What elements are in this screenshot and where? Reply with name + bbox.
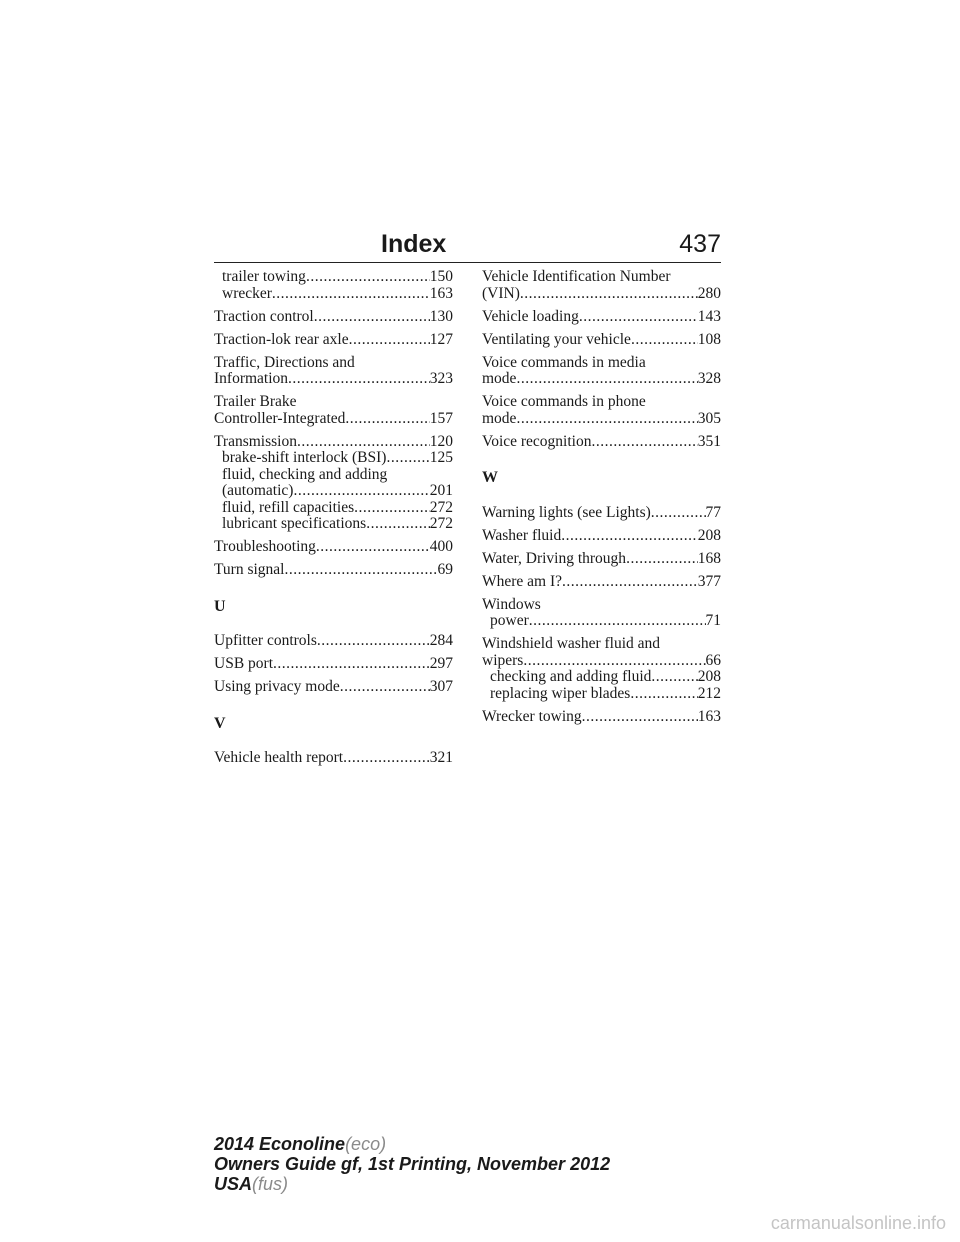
dot-leader: [516, 371, 697, 388]
dot-leader: [272, 286, 430, 303]
footer-market-line: [214, 1174, 610, 1194]
index-entry-text: Upfitter controls: [214, 632, 317, 649]
index-subentry: [214, 269, 453, 286]
index-entry: [482, 528, 721, 545]
index-entry: [214, 411, 453, 428]
footer-model-code: (eco): [345, 1134, 387, 1154]
index-entry: [482, 551, 721, 568]
index-page-ref: 280: [697, 284, 721, 302]
index-entry: [214, 679, 453, 696]
index-entry-text: lubricant specifications: [222, 515, 367, 532]
index-page-ref: 307: [429, 678, 453, 695]
index-page-ref: 400: [429, 538, 453, 555]
dot-leader: [354, 500, 430, 517]
index-subentry: [214, 500, 453, 517]
index-page-ref: 69: [437, 561, 453, 578]
index-entry-text: Information: [214, 370, 289, 387]
index-entry: [214, 633, 453, 650]
index-entry-text: wrecker: [222, 284, 272, 302]
index-page-ref: 351: [697, 432, 721, 450]
footer-model-line: [214, 1134, 610, 1154]
index-page-ref: 163: [429, 284, 453, 302]
index-entry-line: Voice commands in media: [482, 353, 646, 371]
dot-leader: [306, 269, 430, 286]
index-entry-line: Traffic, Directions and: [214, 353, 355, 371]
index-entry: [214, 434, 453, 451]
index-entry: [482, 332, 721, 349]
index-page-ref: 328: [697, 370, 721, 387]
index-letter-heading: W: [482, 469, 498, 486]
index-page-ref: 77: [705, 503, 721, 521]
dot-leader: [520, 286, 698, 303]
index-entry: [214, 562, 453, 579]
dot-leader: [343, 750, 430, 767]
dot-leader: [561, 528, 698, 545]
index-entry-text: fluid, refill capacities: [222, 498, 355, 516]
document-footer: [214, 1134, 610, 1194]
index-page-ref: 108: [697, 330, 721, 348]
footer-market: USA: [214, 1174, 253, 1194]
index-letter-heading: U: [214, 597, 226, 615]
index-entry-text: Warning lights (see Lights): [482, 503, 651, 521]
index-entry-text: Where am I?: [482, 572, 563, 590]
dot-leader: [293, 483, 429, 500]
index-page-ref: 127: [429, 330, 453, 348]
index-entry-line: Trailer Brake: [214, 393, 297, 410]
index-subentry: [482, 613, 721, 630]
index-subentry: [482, 669, 721, 686]
watermark: carmanualsonline.info: [770, 1213, 946, 1233]
index-entry: [214, 750, 453, 767]
index-entry-line: Windshield washer fluid and: [482, 635, 661, 652]
index-page-ref: 321: [429, 749, 453, 766]
index-entry: [482, 574, 721, 591]
index-entry-text: Traction-lok rear axle: [214, 330, 349, 348]
index-page-ref: 284: [429, 632, 453, 649]
index-entry: [482, 371, 721, 388]
index-page-ref: 157: [429, 409, 453, 427]
index-entry: [214, 539, 453, 556]
index-entry-text: (automatic): [222, 482, 294, 499]
dot-leader: [630, 686, 697, 703]
index-subentry: [214, 483, 453, 500]
dot-leader: [340, 679, 430, 696]
dot-leader: [317, 633, 430, 650]
index-subentry: [214, 286, 453, 303]
index-page-ref: 163: [697, 707, 721, 725]
dot-leader: [523, 653, 705, 670]
index-page-ref: 168: [697, 549, 721, 567]
index-entry-text: USB port: [214, 655, 273, 672]
index-entry: [482, 653, 721, 670]
index-page-ref: 208: [697, 668, 721, 685]
index-entry-text: replacing wiper blades: [490, 684, 631, 702]
index-page-ref: 66: [705, 651, 721, 669]
index-page-ref: 323: [429, 370, 453, 387]
index-letter-heading: V: [214, 714, 226, 732]
dot-leader: [591, 434, 697, 451]
index-page-ref: 71: [705, 612, 721, 629]
dot-leader: [386, 450, 429, 467]
index-entry-text: brake-shift interlock (BSI): [222, 449, 387, 466]
dot-leader: [582, 709, 698, 726]
index-entry-text: checking and adding fluid: [490, 668, 652, 685]
dot-leader: [314, 309, 430, 326]
index-entry: [482, 309, 721, 326]
index-entry: [214, 371, 453, 388]
index-entry-text: Vehicle loading: [482, 307, 579, 325]
index-entry: [214, 309, 453, 326]
index-page-ref: 377: [697, 572, 721, 590]
index-entry-text: wipers: [482, 651, 524, 669]
index-entry-text: trailer towing: [222, 268, 306, 285]
footer-guide-info: Owners Guide gf, 1st Printing, November 2012: [214, 1154, 611, 1174]
index-page-ref: 125: [429, 449, 453, 466]
index-entry-text: Transmission: [214, 432, 297, 450]
index-entry-text: mode: [482, 409, 517, 427]
index-page-ref: 212: [697, 684, 721, 702]
index-page-ref: 297: [429, 655, 453, 672]
index-entry: [482, 286, 721, 303]
index-entry: [482, 411, 721, 428]
index-entry-text: Voice recognition: [482, 432, 592, 450]
index-entry-text: Traction control: [214, 307, 314, 325]
index-entry-text: Wrecker towing: [482, 707, 582, 725]
index-page-ref: 208: [697, 526, 721, 544]
index-subentry: [214, 516, 453, 533]
index-entry: [482, 709, 721, 726]
footer-market-code: (fus): [252, 1174, 289, 1194]
dot-leader: [626, 551, 698, 568]
index-page-ref: 150: [429, 268, 453, 285]
dot-leader: [562, 574, 698, 591]
index-page-ref: 272: [429, 515, 453, 532]
index-entry-text: Vehicle health report: [214, 749, 344, 766]
index-entry-text: Water, Driving through: [482, 549, 627, 567]
dot-leader: [284, 562, 437, 579]
index-page-ref: 143: [697, 307, 721, 325]
index-subentry: [214, 450, 453, 467]
index-entry-line: Voice commands in phone: [482, 393, 646, 410]
index-entry-line: Vehicle Identification Number: [482, 268, 671, 285]
footer-model: 2014 Econoline: [214, 1134, 346, 1154]
dot-leader: [631, 332, 698, 349]
index-entry: [214, 332, 453, 349]
dot-leader: [579, 309, 698, 326]
index-page-ref: 201: [429, 482, 453, 499]
index-entry-text: Controller-Integrated: [214, 409, 346, 427]
index-entry: [482, 434, 721, 451]
dot-leader: [529, 613, 706, 630]
index-entry-text: Washer fluid: [482, 526, 562, 544]
index-entry: [214, 656, 453, 673]
index-entry-text: Ventilating your vehicle: [482, 330, 631, 348]
index-entry-text: mode: [482, 370, 517, 387]
dot-leader: [516, 411, 697, 428]
index-entry-text: power: [490, 612, 529, 629]
dot-leader: [651, 669, 697, 686]
page-number: 437: [679, 230, 721, 258]
dot-leader: [316, 539, 430, 556]
dot-leader: [288, 371, 430, 388]
dot-leader: [345, 411, 429, 428]
dot-leader: [366, 516, 430, 533]
index-page-ref: 130: [429, 307, 453, 325]
dot-leader: [297, 434, 430, 451]
index-page-ref: 272: [429, 498, 453, 516]
index-column-left: [214, 269, 453, 767]
index-column-right: [482, 269, 721, 725]
index-entry: [482, 505, 721, 522]
page-title: Index: [381, 230, 447, 258]
index-page-ref: 305: [697, 409, 721, 427]
index-page-ref: 120: [429, 432, 453, 450]
dot-leader: [349, 332, 430, 349]
index-subentry: [482, 686, 721, 703]
page-header: [214, 228, 721, 263]
dot-leader: [273, 656, 430, 673]
index-entry-line: fluid, checking and adding: [222, 465, 388, 483]
index-entry-text: Troubleshooting: [214, 538, 316, 555]
index-entry-text: (VIN): [482, 284, 520, 302]
index-entry-text: Turn signal: [214, 561, 285, 578]
dot-leader: [651, 505, 706, 522]
index-entry-line: Windows: [482, 595, 541, 613]
index-entry-text: Using privacy mode: [214, 678, 340, 695]
